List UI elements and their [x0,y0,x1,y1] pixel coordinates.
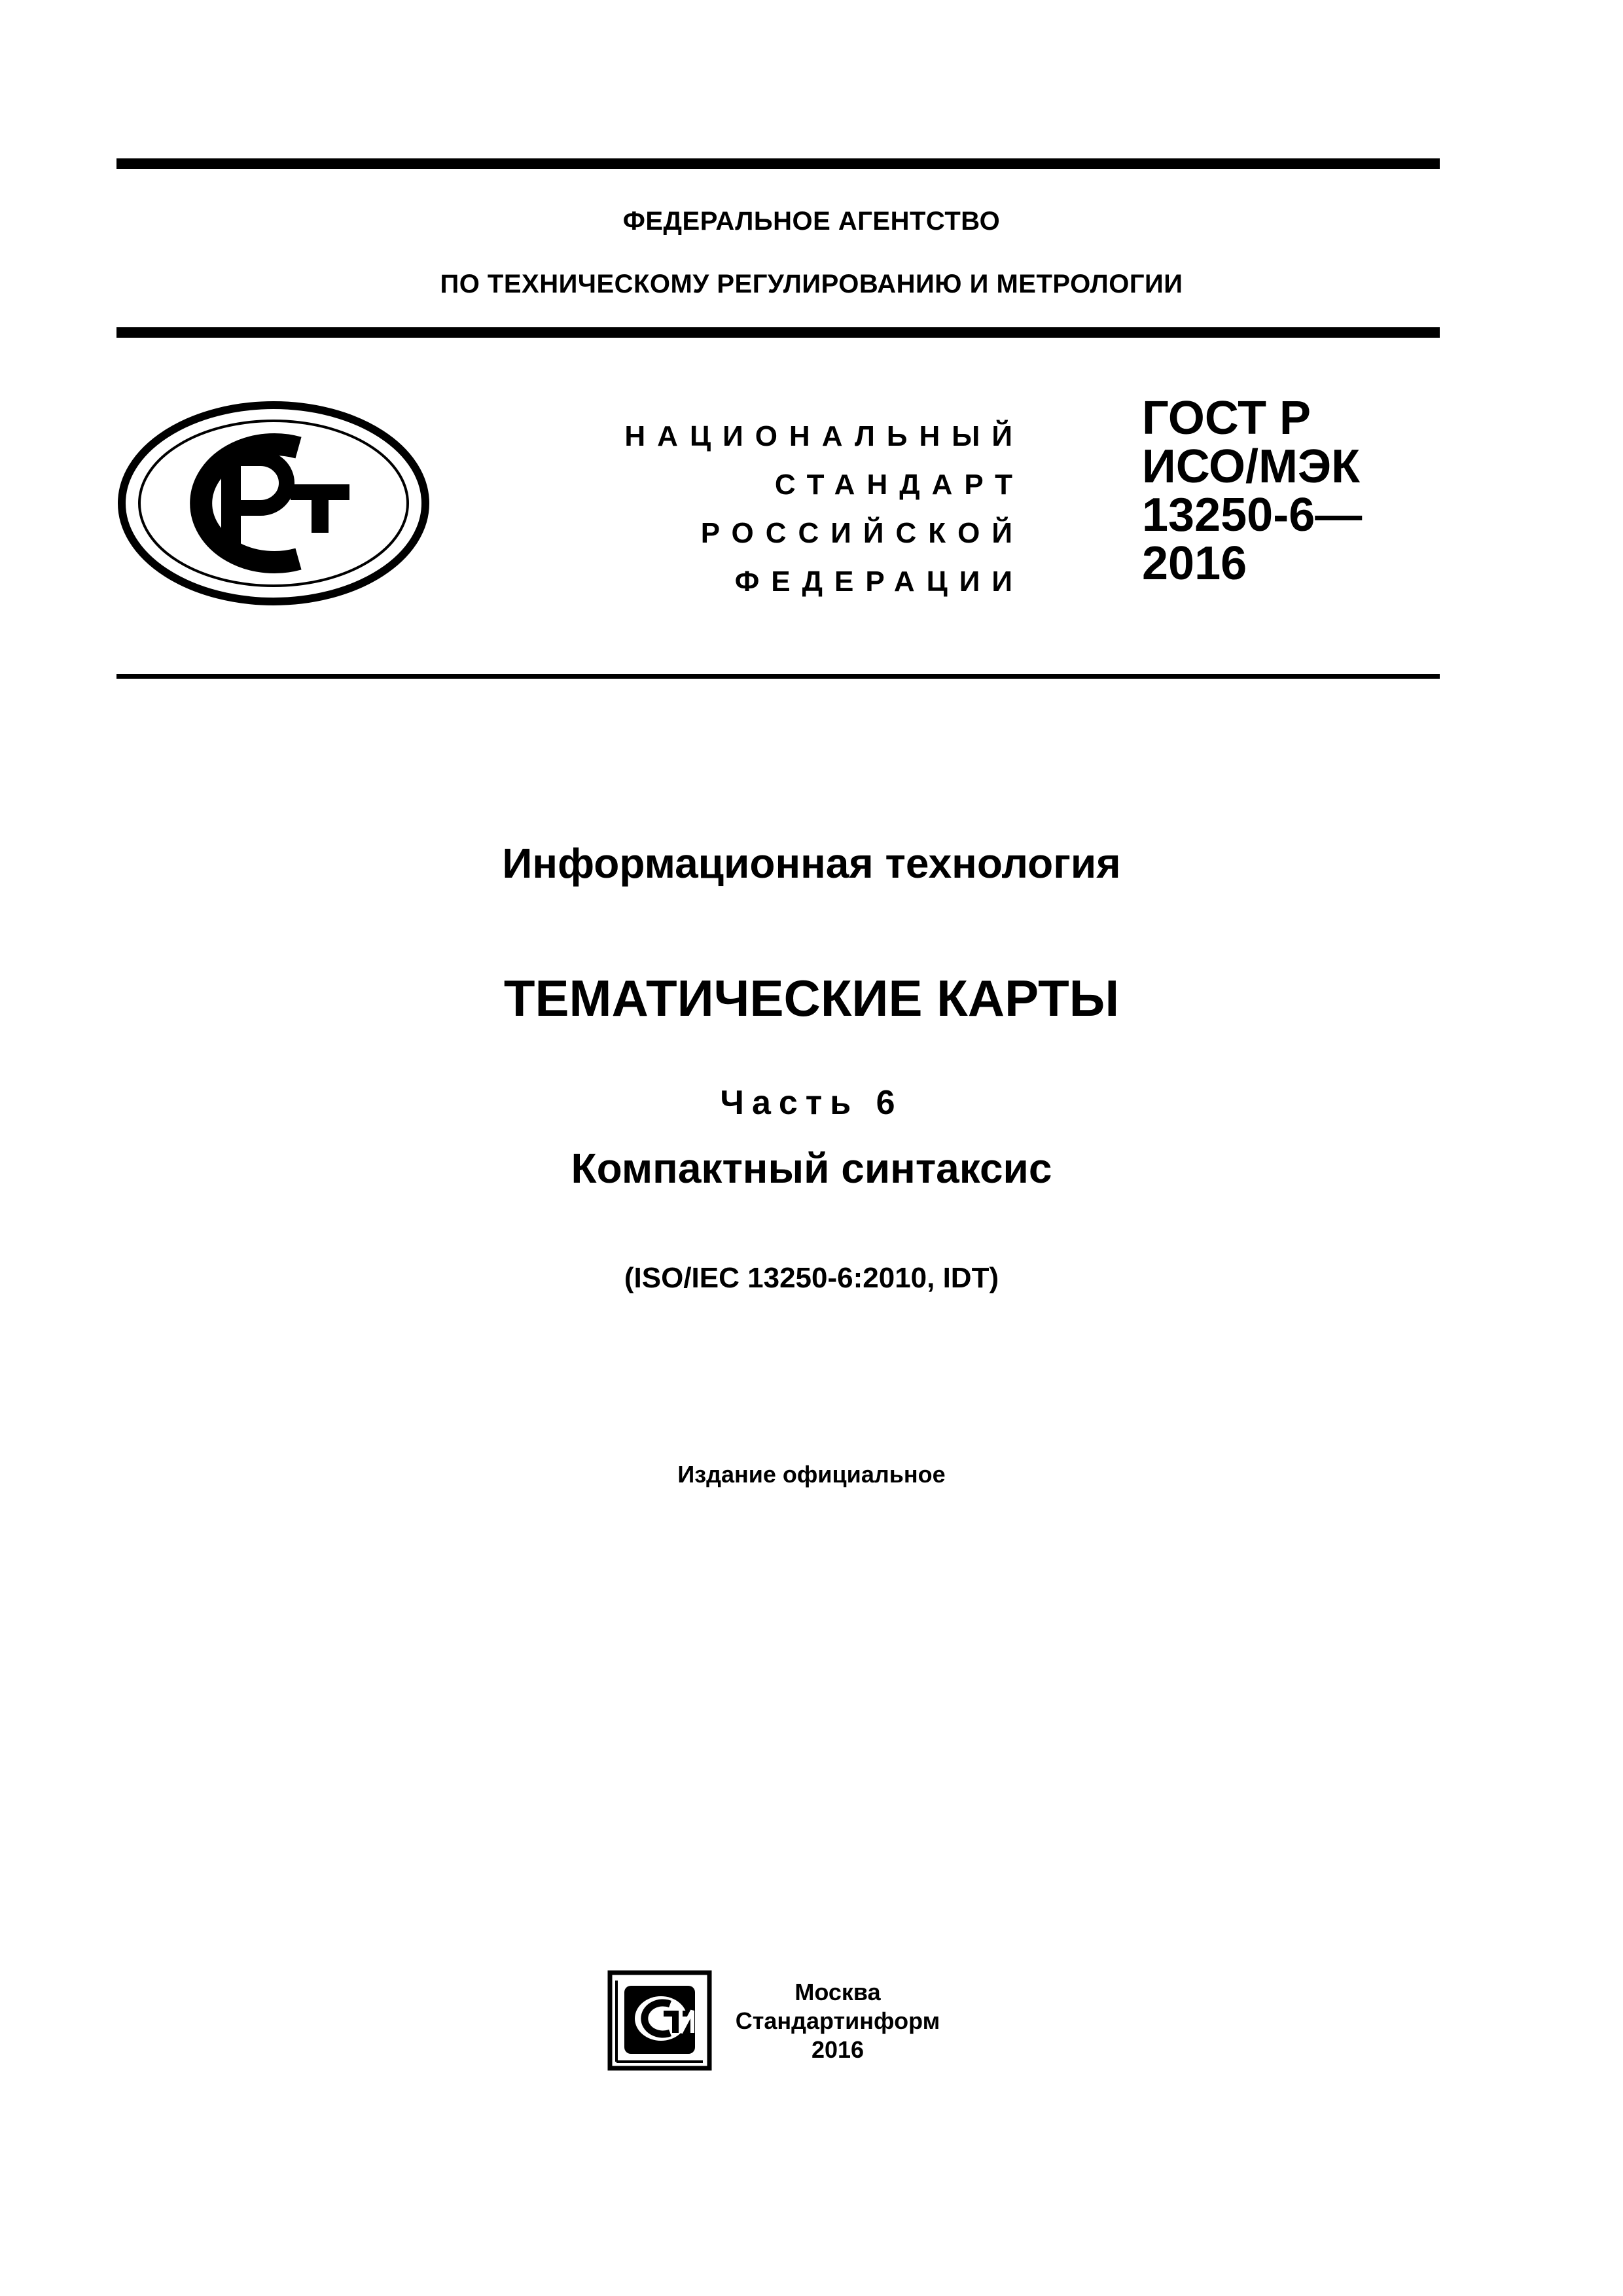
designation-bottom-rule [116,674,1440,679]
natl-line1: НАЦИОНАЛЬНЫЙ [624,420,1024,452]
standartinform-logo-icon [607,1970,712,2071]
designation-line1: ГОСТ Р [1142,392,1311,444]
rst-logo-icon [116,401,431,607]
edition-label: Издание официальное [677,1461,946,1488]
main-title: ТЕМАТИЧЕСКИЕ КАРТЫ [503,969,1120,1027]
subject-title: Информационная технология [502,840,1121,887]
designation-line4: 2016 [1142,537,1247,590]
publisher-block [726,1978,949,2064]
designation-line3: 13250-6— [1142,489,1363,541]
natl-line2: СТАНДАРТ [774,469,1024,501]
designation-line2: ИСО/МЭК [1142,440,1361,493]
publisher-city: Москва [794,1979,881,2005]
iso-reference: (ISO/IEC 13250-6:2010, IDT) [624,1262,999,1294]
standard-designation [1142,394,1440,588]
top-rule [116,158,1440,169]
publisher-year: 2016 [811,2036,865,2063]
national-standard-label [553,412,1024,606]
agency-name-line1: ФЕДЕРАЛЬНОЕ АГЕНТСТВО [622,207,1001,236]
part-number: Часть 6 [720,1084,903,1122]
part-title: Компактный синтаксис [571,1145,1052,1192]
agency-name-line2: ПО ТЕХНИЧЕСКОМУ РЕГУЛИРОВАНИЮ И МЕТРОЛОГИИ [440,270,1183,298]
natl-line3: РОССИЙСКОЙ [700,517,1024,549]
natl-line4: ФЕДЕРАЦИИ [734,565,1024,598]
publisher-name: Стандартинформ [735,2007,940,2034]
header-bottom-rule [116,327,1440,338]
